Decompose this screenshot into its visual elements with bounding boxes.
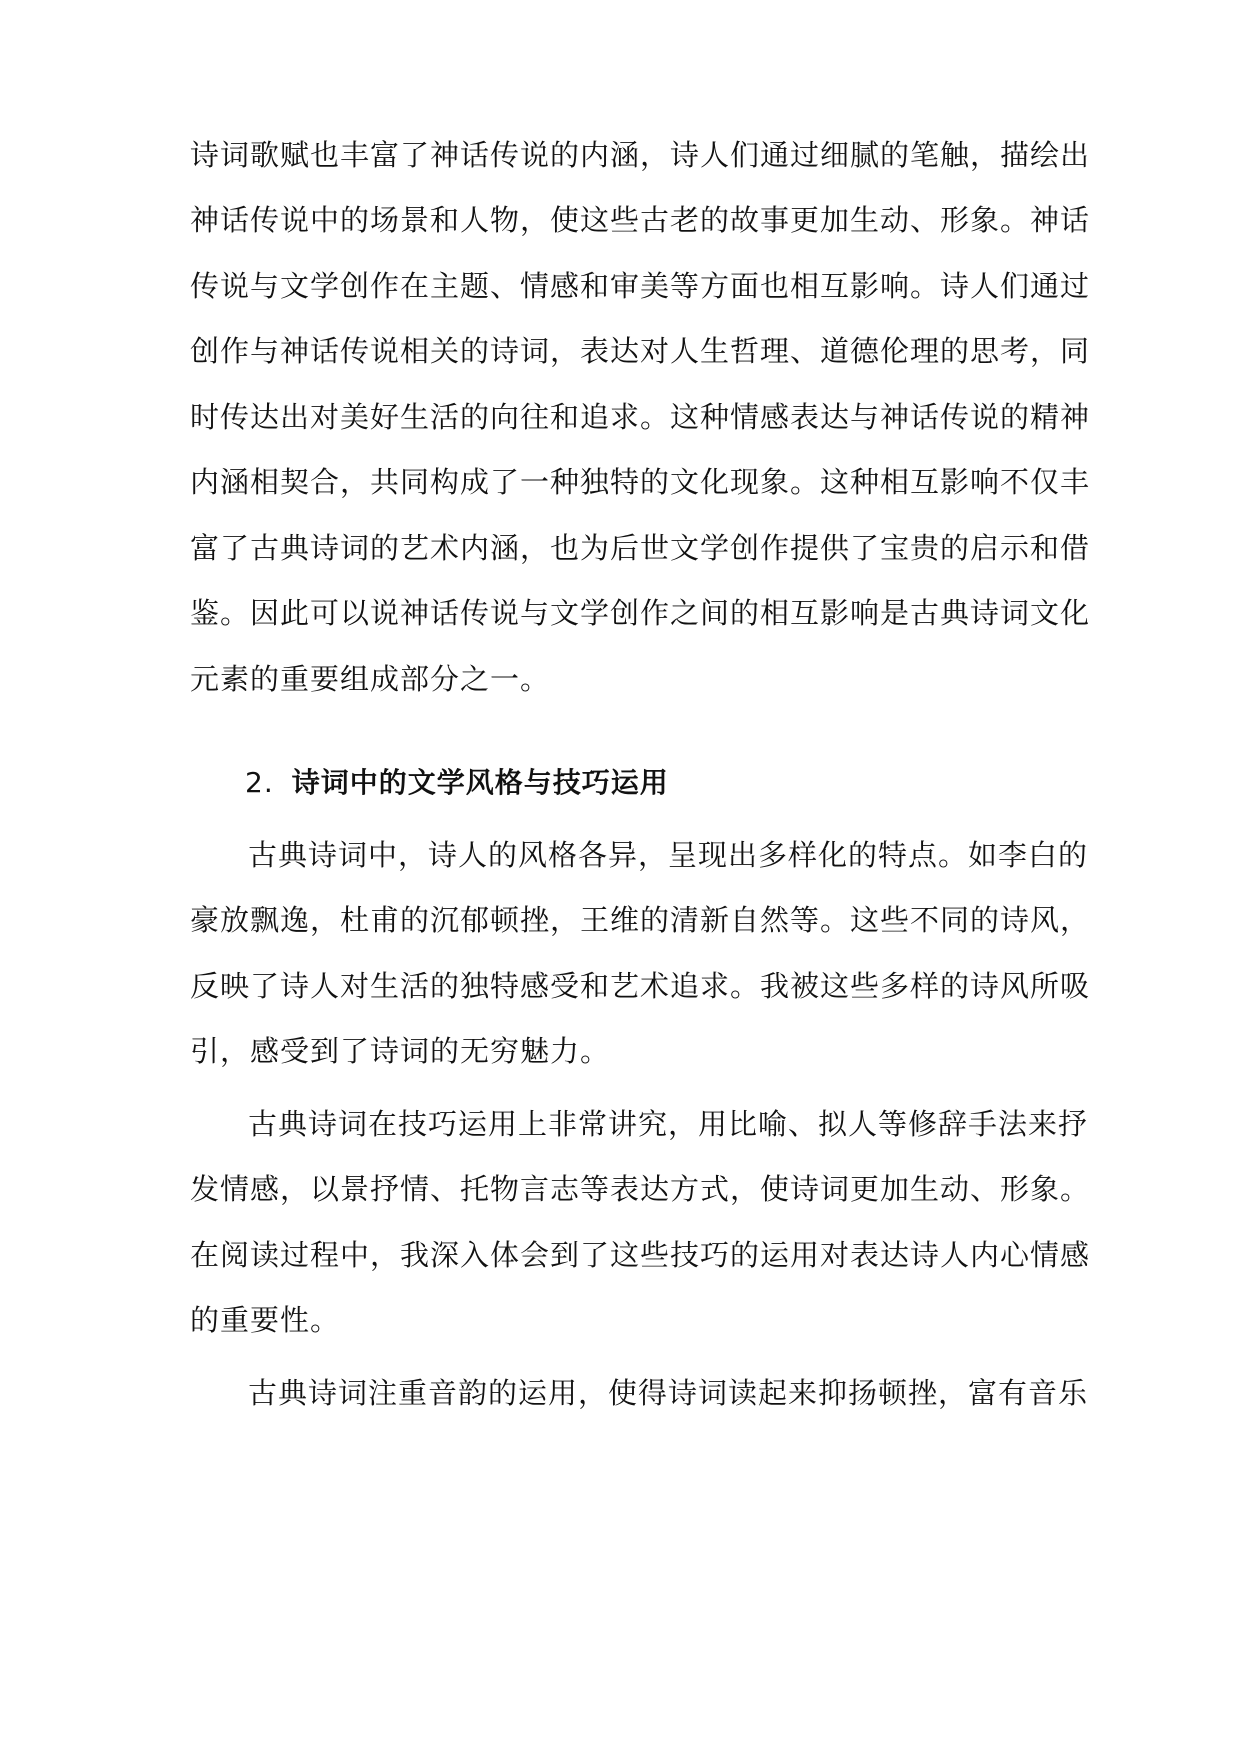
- text-line: 的重要性。: [190, 1303, 341, 1337]
- text-line: 古典诗词注重音韵的运用，使得诗词读起来抑扬顿挫，富有音乐: [248, 1376, 1089, 1410]
- text-line: 古典诗词在技巧运用上非常讲究，用比喻、拟人等修辞手法来抒: [248, 1107, 1089, 1141]
- text-line: 古典诗词中，诗人的风格各异，呈现出多样化的特点。如李白的: [248, 838, 1089, 872]
- text-line: 内涵相契合，共同构成了一种独特的文化现象。这种相互影响不仅丰: [190, 465, 1091, 499]
- text-line: 富了古典诗词的艺术内涵，也为后世文学创作提供了宝贵的启示和借: [190, 531, 1091, 565]
- text-line: 元素的重要组成部分之一。: [190, 662, 551, 696]
- section-number: 2.: [245, 766, 274, 799]
- text-line: 引，感受到了诗词的无穷魅力。: [190, 1034, 611, 1068]
- text-line: 反映了诗人对生活的独特感受和艺术追求。我被这些多样的诗风所吸: [190, 969, 1091, 1003]
- text-line: 诗词歌赋也丰富了神话传说的内涵，诗人们通过细腻的笔触，描绘出: [190, 138, 1091, 172]
- text-line: 豪放飘逸，杜甫的沉郁顿挫，王维的清新自然等。这些不同的诗风，: [190, 903, 1091, 937]
- section-title: 诗词中的文学风格与技巧运用: [291, 766, 669, 799]
- text-line: 传说与文学创作在主题、情感和审美等方面也相互影响。诗人们通过: [190, 269, 1091, 303]
- text-line: 发情感，以景抒情、托物言志等表达方式，使诗词更加生动、形象。: [190, 1172, 1091, 1206]
- text-line: 时传达出对美好生活的向往和追求。这种情感表达与神话传说的精神: [190, 400, 1091, 434]
- text-line: 在阅读过程中，我深入体会到了这些技巧的运用对表达诗人内心情感: [190, 1238, 1091, 1272]
- section-heading: [245, 763, 669, 803]
- text-line: 神话传说中的场景和人物，使这些古老的故事更加生动、形象。神话: [190, 203, 1091, 237]
- text-line: 创作与神话传说相关的诗词，表达对人生哲理、道德伦理的思考，同: [190, 334, 1091, 368]
- text-line: 鉴。因此可以说神话传说与文学创作之间的相互影响是古典诗词文化: [190, 596, 1091, 630]
